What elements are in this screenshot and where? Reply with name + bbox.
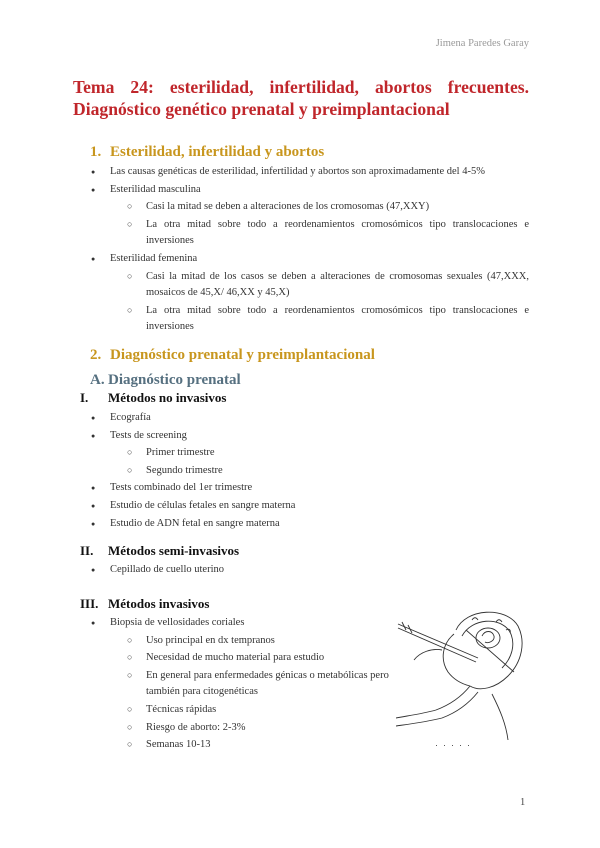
no-invasivos-number: I. [80,390,89,405]
body-contour [492,694,508,740]
invasivos-list [91,615,391,755]
section-2-title: Diagnóstico prenatal y preimplantacional [110,347,375,363]
subsection-a-title: Diagnóstico prenatal [108,372,241,388]
screening-sublist [127,445,529,479]
section-1-title: Esterilidad, infertilidad y abortos [110,144,325,160]
section-2-number: 2. [90,347,102,363]
list-item: ● Esterilidad femenina [91,251,529,268]
chorionic-villi [472,618,510,633]
no-invasivos-title: Métodos no invasivos [108,390,227,405]
invasivos-number: III. [80,596,99,611]
list-item: ○ Riesgo de aborto: 2-3% [127,720,391,737]
semi-invasivos-title: Métodos semi-invasivos [108,543,240,558]
section-1-number: 1. [90,144,102,160]
section-1-heading [90,144,324,161]
embryo [482,632,494,643]
no-invasivos-heading [80,390,226,406]
no-invasivos-list [91,410,529,533]
invasivos-heading [80,596,209,612]
section-2-heading [90,347,375,364]
list-item: ● Estudio de células fetales en sangre materna [91,498,529,515]
semi-invasivos-list [91,562,529,580]
vaginal-canal [396,692,478,726]
list-item: ○ Casi la mitad se deben a alteraciones de los cromosomas (47,XXY) [127,199,529,216]
speculum-line [466,630,514,672]
page-title: Tema 24: esterilidad, infertilidad, abortos frecuentes. Diagnóstico genético prenatal y preimplantacional [73,77,529,119]
author-name: Jimena Paredes Garay [435,38,529,49]
gestational-sac [476,628,500,648]
hatching [436,745,469,746]
biopsia-sublist [127,633,391,754]
list-item: ○ Primer trimestre [127,445,529,462]
list-item: ● Ecografía [91,410,529,427]
list-item: ○ La otra mitad sobre todo a reordenamientos cromosómicos tipo translocaciones e inversiones [127,217,529,250]
body-contour [414,649,442,660]
page-number: 1 [520,797,526,808]
semi-invasivos-heading [80,543,239,559]
list-item: ● Biopsia de vellosidades coriales [91,615,391,632]
chorionic-villus-sampling-illustration [396,600,528,750]
list-item: ○ Semanas 10-13 [127,737,391,754]
invasivos-title: Métodos invasivos [108,596,210,611]
list-item: ○ Segundo trimestre [127,463,529,480]
list-item: ○ Necesidad de mucho material para estudio [127,650,391,667]
section-1-list [91,164,529,337]
subsection-a-heading [90,372,241,389]
masculina-sublist [127,199,529,250]
femenina-sublist [127,269,529,336]
list-item: ○ Casi la mitad de los casos se deben a alteraciones de cromosomas sexuales (47,XXX, mosaicos de 45,X/ 46,XX y 45,X) [127,269,529,302]
semi-invasivos-number: II. [80,543,94,558]
list-item: ● Tests combinado del 1er trimestre [91,480,529,497]
list-item: ○ La otra mitad sobre todo a reordenamientos cromosómicos tipo translocaciones e inversiones [127,303,529,336]
vaginal-canal [396,686,470,718]
bladder-outline [443,634,470,686]
subsection-a-number: A. [90,372,105,388]
list-item: ● Las causas genéticas de esterilidad, infertilidad y abortos son aproximadamente del 4-5% [91,164,529,181]
list-item: ● Tests de screening [91,428,529,445]
list-item: ○ Uso principal en dx tempranos [127,633,391,650]
list-item: ○ En general para enfermedades génicas o metabólicas pero también para citogenéticas [127,668,391,701]
list-item: ● Cepillado de cuello uterino [91,562,529,579]
list-item: ○ Técnicas rápidas [127,702,391,719]
list-item: ● Estudio de ADN fetal en sangre materna [91,516,529,533]
list-item: ● Esterilidad masculina [91,182,529,199]
